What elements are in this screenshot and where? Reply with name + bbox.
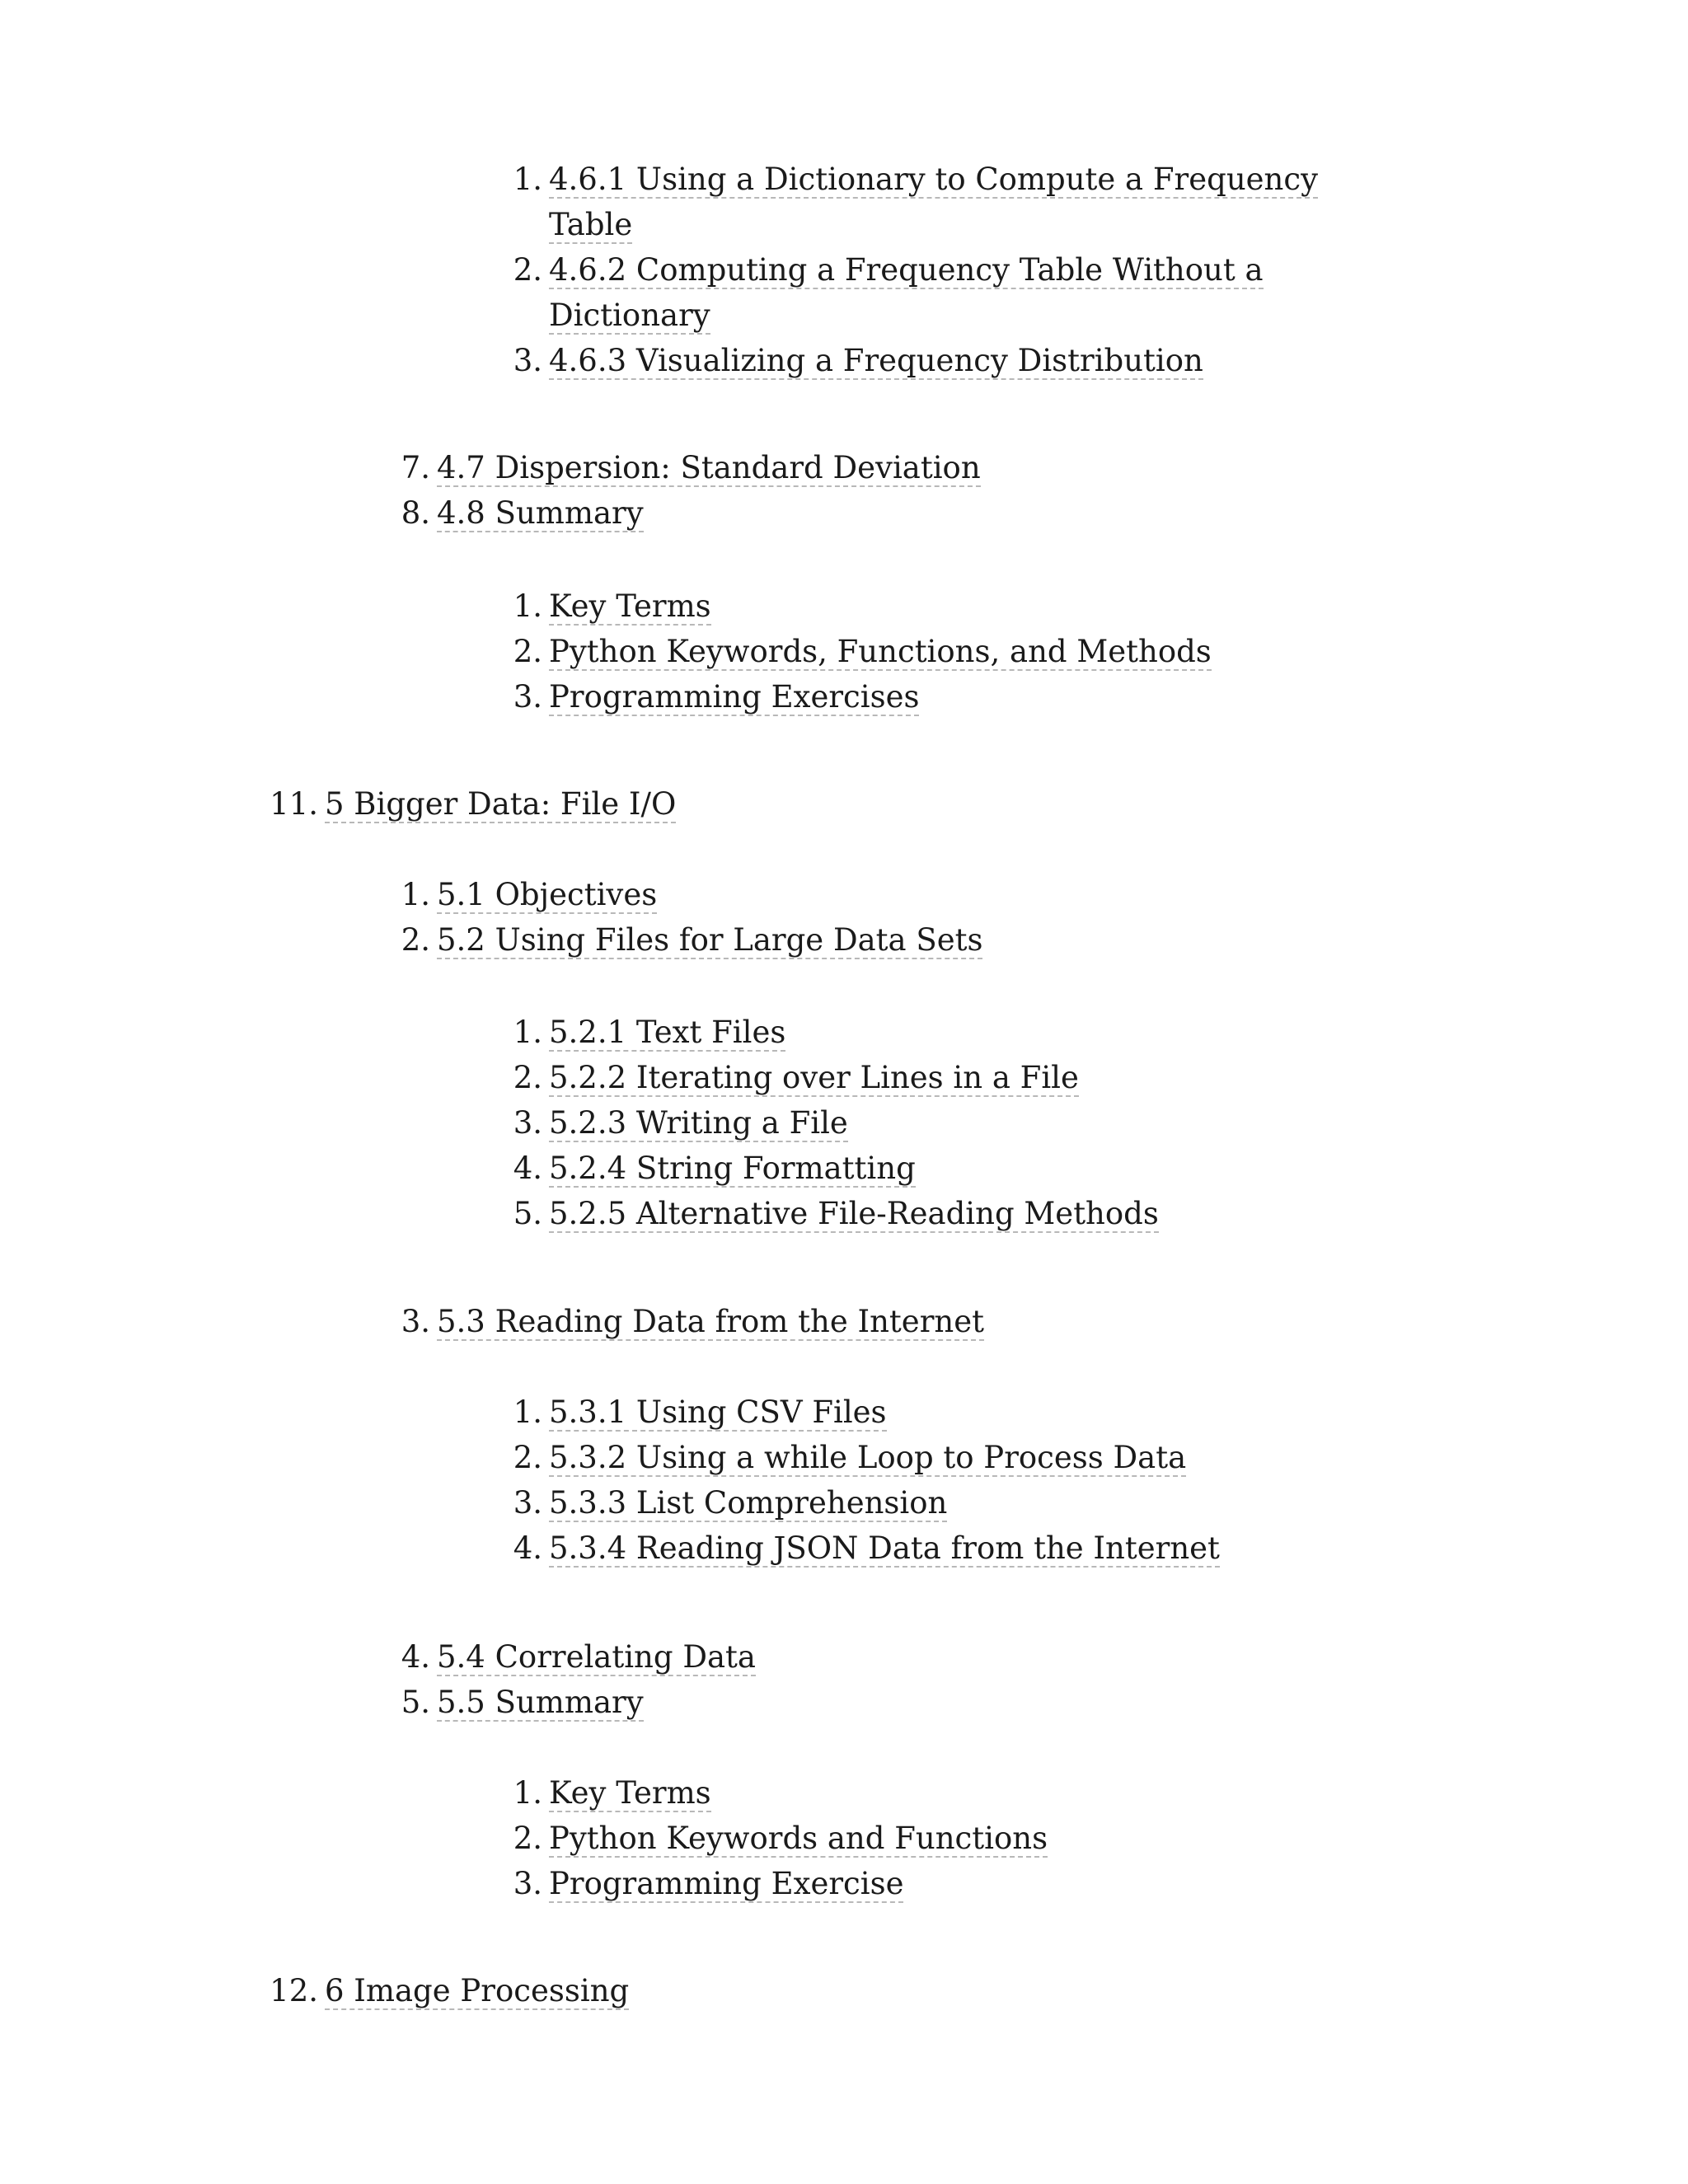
list-number: 3. [513,1105,542,1141]
list-number: 7. [401,450,430,485]
list-number: 4. [513,1530,542,1566]
toc-link[interactable]: Programming Exercises [549,679,920,715]
toc-link[interactable]: 5.5 Summary [437,1685,644,1720]
toc-item-python-keywords-2 [513,1816,1048,1861]
toc-item-python-keywords [513,629,1212,674]
list-number: 5. [513,1196,542,1231]
toc-item-key-terms-2 [513,1770,711,1816]
toc-link[interactable]: 5.3.1 Using CSV Files [549,1394,887,1430]
toc-link[interactable]: 5.3.4 Reading JSON Data from the Internet [549,1530,1220,1566]
toc-item-5-2-4 [513,1146,916,1191]
toc-item-5-5 [401,1680,644,1725]
toc-link[interactable]: Key Terms [549,588,711,624]
list-number: 2. [513,252,542,288]
toc-link[interactable]: Table [549,207,633,242]
toc-link[interactable]: 5.2.2 Iterating over Lines in a File [549,1060,1079,1095]
toc-item-5-2-3 [513,1100,848,1146]
list-number: 1. [513,1775,542,1811]
toc-link[interactable]: 5 Bigger Data: File I/O [325,786,677,822]
list-number: 2. [401,922,430,958]
toc-link[interactable]: 4.6.1 Using a Dictionary to Compute a Frequency [549,162,1319,197]
list-number: 1. [513,588,542,624]
toc-item-5-3-2 [513,1435,1187,1480]
toc-item-5-3-3 [513,1480,948,1526]
list-number: 2. [513,634,542,669]
list-number: 3. [513,679,542,715]
toc-link[interactable]: 4.7 Dispersion: Standard Deviation [437,450,981,485]
toc-link[interactable]: Python Keywords, Functions, and Methods [549,634,1212,669]
toc-item-5-2-2 [513,1055,1079,1100]
toc-item-5-2-5 [513,1191,1159,1236]
toc-link[interactable]: 5.3.2 Using a while Loop to Process Data [549,1440,1187,1475]
toc-item-4-7 [401,445,981,490]
toc-link[interactable]: 4.6.3 Visualizing a Frequency Distribution [549,343,1203,378]
toc-item-4-6-3 [513,338,1203,383]
list-number: 3. [401,1304,430,1339]
toc-item-programming-exercises [513,674,920,719]
toc-chapter-12 [270,1968,630,2013]
toc-item-5-4 [401,1634,756,1680]
list-number: 1. [401,877,430,912]
toc-item-5-1 [401,872,658,917]
toc-item-programming-exercise [513,1861,904,1906]
list-number: 1. [513,1394,542,1430]
toc-chapter-11 [270,781,677,827]
toc-item-5-2 [401,917,983,963]
toc-item-5-3-1 [513,1390,887,1435]
toc-item-5-3 [401,1299,984,1344]
list-number: 5. [401,1685,430,1720]
toc-link[interactable]: Python Keywords and Functions [549,1821,1048,1856]
toc-link[interactable]: 5.3.3 List Comprehension [549,1485,948,1521]
toc-link[interactable]: 5.2.5 Alternative File-Reading Methods [549,1196,1159,1231]
toc-link[interactable]: Key Terms [549,1775,711,1811]
list-number: 3. [513,1485,542,1521]
list-number: 4. [401,1639,430,1675]
list-number: 3. [513,1866,542,1901]
toc-link[interactable]: 5.2 Using Files for Large Data Sets [437,922,983,958]
list-number: 1. [513,162,542,197]
toc-link[interactable]: Programming Exercise [549,1866,904,1901]
toc-item-key-terms [513,583,711,629]
toc-link[interactable]: 4.8 Summary [437,495,644,531]
list-number: 4. [513,1151,542,1186]
list-number: 3. [513,343,542,378]
toc-link[interactable]: 5.3 Reading Data from the Internet [437,1304,984,1339]
toc-link[interactable]: 5.4 Correlating Data [437,1639,756,1675]
toc-link[interactable]: 5.1 Objectives [437,877,658,912]
toc-link[interactable]: 5.2.4 String Formatting [549,1151,916,1186]
toc-item-4-6-1 [513,157,1319,247]
list-number: 2. [513,1060,542,1095]
list-number: 12. [270,1973,318,2008]
toc-item-4-8 [401,490,644,536]
list-number: 11. [270,786,318,822]
list-number: 2. [513,1440,542,1475]
toc-link[interactable]: 6 Image Processing [325,1973,630,2008]
list-number: 8. [401,495,430,531]
toc-link[interactable]: Dictionary [549,298,710,333]
list-number: 1. [513,1015,542,1050]
toc-item-4-6-2 [513,247,1264,338]
toc-link[interactable]: 5.2.1 Text Files [549,1015,786,1050]
toc-item-5-2-1 [513,1010,786,1055]
list-number: 2. [513,1821,542,1856]
toc-item-5-3-4 [513,1526,1220,1571]
toc-link[interactable]: 5.2.3 Writing a File [549,1105,848,1141]
toc-link[interactable]: 4.6.2 Computing a Frequency Table Without a [549,252,1264,288]
